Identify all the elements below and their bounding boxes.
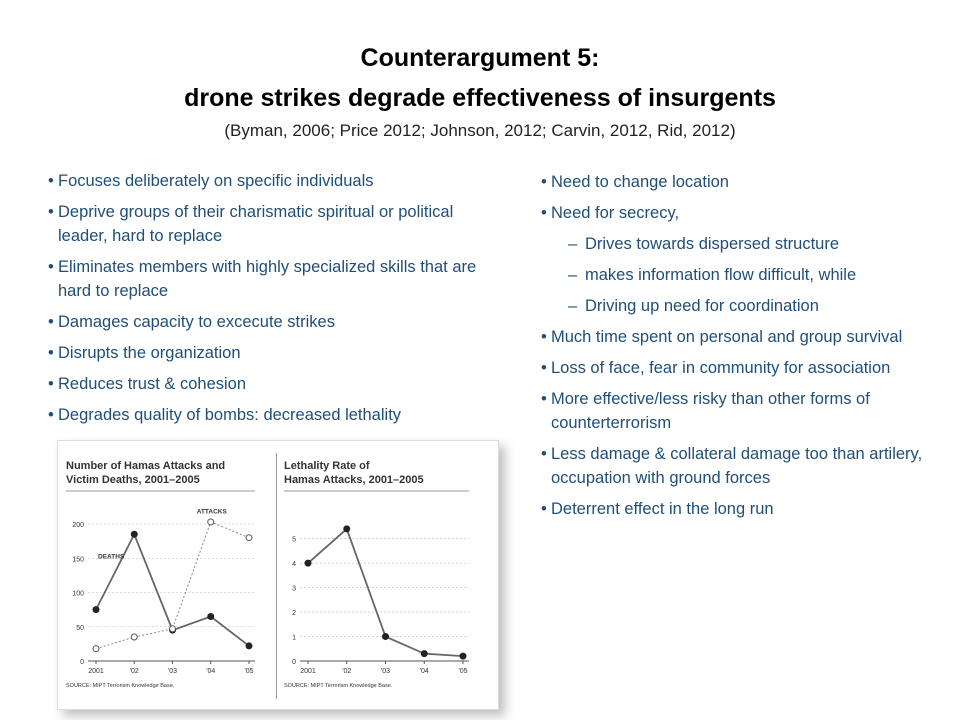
chart-title: Hamas Attacks, 2001–2005 — [284, 474, 424, 486]
data-point — [344, 526, 350, 532]
left-bullet-item: • Eliminates members with highly specialized skills that are hard to replace — [48, 255, 478, 303]
data-point — [305, 560, 311, 566]
slide-title-line2: drone strikes degrade effectiveness of insurgents — [184, 84, 776, 112]
y-tick-label: 2 — [292, 610, 296, 618]
x-tick-label: '02 — [129, 668, 139, 675]
y-tick-label: 150 — [72, 556, 84, 564]
left-bullet-item: • Reduces trust & cohesion — [48, 372, 478, 396]
data-point — [208, 613, 214, 619]
right-bullet-list — [541, 170, 931, 528]
x-tick-label: '04 — [206, 668, 216, 675]
chart-title: Lethality Rate of — [284, 460, 370, 472]
y-tick-label: 50 — [76, 624, 84, 632]
chart-image — [57, 440, 499, 710]
x-tick-label: '02 — [342, 668, 352, 675]
y-tick-label: 200 — [72, 522, 84, 529]
left-bullet-item: • Degrades quality of bombs: decreased lethality — [48, 403, 478, 427]
x-tick-label: '05 — [244, 668, 254, 675]
data-point — [131, 634, 137, 640]
slide-citation: (Byman, 2006; Price 2012; Johnson, 2012; Carvin, 2012, Rid, 2012) — [224, 121, 736, 140]
chart-divider — [276, 453, 277, 699]
data-point — [170, 626, 176, 632]
chart-source: SOURCE: MIPT Terrorism Knowledge Base. — [284, 683, 393, 689]
right-sub-bullet-item: – Driving up need for coordination — [541, 294, 931, 318]
left-bullet-item: • Damages capacity to excecute strikes — [48, 310, 478, 334]
data-point — [131, 531, 137, 537]
left-bullet-item: • Disrupts the organization — [48, 341, 478, 365]
chart-title: Number of Hamas Attacks and — [66, 460, 226, 472]
x-tick-label: 2001 — [300, 668, 316, 675]
data-point — [93, 646, 99, 652]
series-label: ATTACKS — [196, 508, 227, 516]
y-tick-label: 5 — [292, 536, 296, 544]
right-bullet-item: • Need for secrecy, — [541, 201, 931, 225]
right-bullet-item: • Deterrent effect in the long run — [541, 497, 931, 521]
left-bullet-list — [48, 169, 478, 434]
y-tick-label: 4 — [292, 561, 296, 569]
right-bullet-item: • Much time spent on personal and group survival — [541, 325, 931, 349]
x-tick-label: '03 — [167, 668, 178, 675]
right-bullet-item: • Less damage & collateral damage too than artilery, occupation with ground forces — [541, 442, 931, 490]
right-bullet-item: • Need to change location — [541, 170, 931, 194]
data-point — [246, 643, 252, 649]
y-tick-label: 0 — [80, 659, 84, 666]
left-bullet-item: • Deprive groups of their charismatic spiritual or political leader, hard to replace — [48, 200, 478, 248]
y-tick-label: 0 — [292, 659, 296, 666]
data-point — [208, 519, 214, 525]
right-sub-bullet-item: – makes information flow difficult, while — [541, 263, 931, 287]
x-tick-label: 2001 — [88, 668, 104, 675]
y-tick-label: 3 — [292, 585, 296, 593]
x-tick-label: '05 — [458, 668, 468, 675]
x-tick-label: '03 — [380, 668, 391, 675]
data-point — [383, 634, 389, 640]
data-point — [246, 535, 252, 541]
right-bullet-item: • More effective/less risky than other forms of counterterrorism — [541, 387, 931, 435]
data-point — [93, 607, 99, 613]
data-point — [460, 653, 466, 659]
left-bullet-item: • Focuses deliberately on specific individuals — [48, 169, 478, 193]
series-label: DEATHS — [98, 553, 125, 561]
right-bullet-item: • Loss of face, fear in community for association — [541, 356, 931, 380]
data-point — [421, 651, 427, 657]
chart-title: Victim Deaths, 2001–2005 — [66, 474, 200, 486]
attacks-deaths-chart — [58, 441, 278, 709]
right-sub-bullet-item: – Drives towards dispersed structure — [541, 232, 931, 256]
y-tick-label: 100 — [72, 590, 84, 598]
x-tick-label: '04 — [419, 668, 429, 675]
y-tick-label: 1 — [292, 634, 296, 642]
slide-title-line1: Counterargument 5: — [360, 44, 600, 72]
chart-source: SOURCE: MIPT Terrorism Knowledge Base. — [66, 683, 175, 689]
lethality-chart — [276, 441, 496, 709]
